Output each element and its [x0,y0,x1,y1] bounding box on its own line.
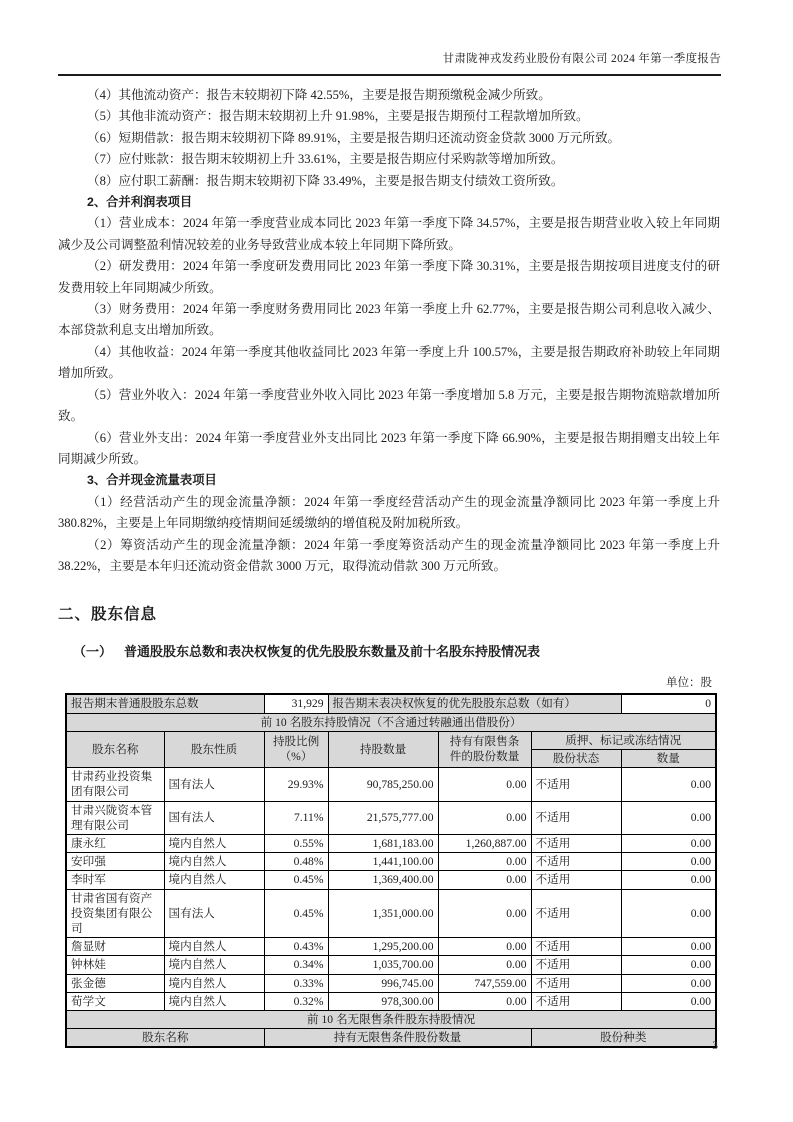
shareholder-name: 张金德 [66,974,164,992]
shareholder-name: 钟林娃 [66,956,164,974]
shares-held: 1,295,200.00 [328,938,438,956]
pledge-status: 不适用 [531,853,621,871]
holding-ratio: 29.93% [264,768,328,801]
paragraph-short-term-loans: （6）短期借款：报告期末较期初下降 89.91%，主要是报告期归还流动资金贷款 3000 万元所致。 [87,130,621,145]
header-holding-ratio-line2: （%） [279,750,313,764]
paragraph-other-current-assets: （4）其他流动资产：报告末较期初下降 42.55%，主要是报告期预缴税金减少所致。 [87,88,551,102]
ordinary-shareholder-total-label: 报告期末普通股股东总数 [66,694,264,713]
shares-held: 996,745.00 [328,974,438,992]
pledge-status: 不适用 [531,956,621,974]
shareholder-nature: 国有法人 [164,768,264,801]
section-heading-shareholder-info: 二、股东信息 [58,606,158,624]
shareholder-nature: 国有法人 [164,889,264,938]
pledge-qty: 0.00 [621,853,716,871]
shareholder-nature: 境内自然人 [164,956,264,974]
page-header [58,50,721,76]
holding-ratio: 0.33% [264,974,328,992]
ordinary-shareholder-total-value: 31,929 [264,694,328,713]
unrestricted-header-row [66,1029,716,1048]
shareholder-table [65,693,717,1048]
pledge-qty: 0.00 [621,938,716,956]
content-area [58,85,720,1048]
shareholder-row-7 [66,938,716,956]
shareholder-name: 李时军 [66,871,164,889]
shareholder-nature: 境内自然人 [164,853,264,871]
shareholder-name: 甘肃药业投资集团有限公司 [66,768,164,801]
paragraph-operating-cash-flow: （1）经营活动产生的现金流量净额：2024 年第一季度经营活动产生的现金流量净额同比 2023 年第一季度上升 380.82%，主要是上年同期缴纳疫情期间延缓缴纳的增值税及附加税所致。 [58,494,720,531]
unrestricted-header-type: 股份种类 [531,1029,716,1048]
unit-note: 单位：股 [666,677,712,690]
pledge-qty: 0.00 [621,801,716,834]
shareholder-nature: 境内自然人 [164,834,264,852]
restricted-shares: 0.00 [438,853,531,871]
holding-ratio: 0.55% [264,834,328,852]
pledge-status: 不适用 [531,768,621,801]
paragraph-accounts-payable: （7）应付账款：报告期末较期初上升 33.61%，主要是报告期应付采购款等增加所致。 [87,152,564,167]
header-pledge-group: 质押、标记或冻结情况 [531,731,716,749]
pledge-qty: 0.00 [621,768,716,801]
shares-held: 1,035,700.00 [328,956,438,974]
shareholder-nature: 境内自然人 [164,938,264,956]
unrestricted-title: 前 10 名无限售条件股东持股情况 [66,1011,716,1029]
restricted-shares: 747,559.00 [438,974,531,992]
restricted-shares: 0.00 [438,938,531,956]
holding-ratio: 0.48% [264,853,328,871]
shareholder-name: 甘肃省国有资产投资集团有限公司 [66,889,164,938]
shareholder-name: 詹显财 [66,938,164,956]
header-holding-ratio [264,731,328,767]
shareholder-row-2 [66,801,716,834]
shares-held: 90,785,250.00 [328,768,438,801]
restricted-shares: 0.00 [438,801,531,834]
pledge-status: 不适用 [531,834,621,852]
restricted-shares: 0.00 [438,889,531,938]
header-holding-ratio-line1: 持股比例 [272,735,320,749]
pledge-qty: 0.00 [621,889,716,938]
preferred-shareholder-total-value: 0 [621,694,716,713]
preferred-shareholder-total-label: 报告期末表决权恢复的优先股股东总数（如有） [328,694,621,713]
holding-ratio: 7.11% [264,801,328,834]
subheading-cash-flow: 3、合并现金流量表项目 [87,473,217,488]
header-shareholder-nature: 股东性质 [164,731,264,767]
shares-held: 1,441,100.00 [328,853,438,871]
shares-held: 978,300.00 [328,992,438,1010]
paragraph-finance-expense: （3）财务费用：2024 年第一季度财务费用同比 2023 年第一季度上升 62.77%，主要是报告期公司利息收入减少、本部贷款利息支出增加所致。 [58,302,720,338]
top10-title: 前 10 名股东持股情况（不含通过转融通出借股份） [66,713,716,731]
shareholder-nature: 国有法人 [164,801,264,834]
paragraph-rd-expense: （2）研发费用：2024 年第一季度研发费用同比 2023 年第一季度下降 30.31%，主要是报告期按项目进度支付的研发费用较上年同期减少所致。 [58,259,720,295]
shareholder-row-3 [66,834,716,852]
pledge-status: 不适用 [531,889,621,938]
holding-ratio: 0.45% [264,889,328,938]
shareholder-row-1 [66,768,716,801]
shareholder-nature: 境内自然人 [164,992,264,1010]
restricted-shares: 0.00 [438,992,531,1010]
shareholder-row-8 [66,956,716,974]
shareholder-row-10 [66,992,716,1010]
header-restricted-shares-line1: 持有有限售条 [449,735,520,749]
shareholder-name: 安印强 [66,853,164,871]
paragraph-operating-cost: （1）营业成本：2024 年第一季度营业成本同比 2023 年第一季度下降 34.57%，主要是报告期营业收入较上年同期减少及公司调整盈利情况较差的业务导致营业成本较上年同期下降所致。 [58,216,720,252]
shareholder-nature: 境内自然人 [164,974,264,992]
unrestricted-header-qty: 持有无限售条件股份数量 [264,1029,531,1048]
restricted-shares: 1,260,887.00 [438,834,531,852]
shares-held: 1,369,400.00 [328,871,438,889]
pledge-status: 不适用 [531,871,621,889]
subheading-income-statement: 2、合并利润表项目 [87,195,193,210]
report-title: 甘肃陇神戎发药业股份有限公司 2024 年第一季度报告 [442,53,721,65]
pledge-status: 不适用 [531,992,621,1010]
top10-title-row [66,713,716,731]
paragraph-nonoperating-income: （5）营业外收入：2024 年第一季度营业外收入同比 2023 年第一季度增加 5.8 万元，主要是报告期物流赔款增加所致。 [58,387,720,424]
shares-held: 1,681,183.00 [328,834,438,852]
unrestricted-header-name: 股东名称 [66,1029,264,1048]
restricted-shares: 0.00 [438,956,531,974]
paragraph-other-noncurrent-assets: （5）其他非流动资产：报告期末较期初上升 91.98%，主要是报告期预付工程款增加所致。 [87,109,589,124]
header-pledge-status: 股份状态 [531,749,621,767]
paragraph-other-income: （4）其他收益：2024 年第一季度其他收益同比 2023 年第一季度上升 100.57%，主要是报告期政府补助较上年同期增加所致。 [58,344,720,381]
subsection-title-text: 普通股股东总数和表决权恢复的优先股股东数量及前十名股东持股情况表 [124,644,541,660]
unrestricted-title-row [66,1011,716,1029]
subsection-number-label: （一） [73,644,113,660]
header-pledge-qty: 数量 [621,749,716,767]
pledge-qty: 0.00 [621,992,716,1010]
pledge-status: 不适用 [531,938,621,956]
restricted-shares: 0.00 [438,871,531,889]
holding-ratio: 0.45% [264,871,328,889]
pledge-status: 不适用 [531,801,621,834]
pledge-qty: 0.00 [621,956,716,974]
shareholder-row-9 [66,974,716,992]
subsection-heading-top10-table [73,641,720,660]
page-number: 3 [712,1040,718,1052]
shareholder-row-5 [66,871,716,889]
shareholder-nature: 境内自然人 [164,871,264,889]
holding-ratio: 0.43% [264,938,328,956]
shareholder-name: 荀学文 [66,992,164,1010]
paragraph-nonoperating-expense: （6）营业外支出：2024 年第一季度营业外支出同比 2023 年第一季度下降 66.90%，主要是报告期捐赠支出较上年同期减少所致。 [58,430,720,466]
pledge-qty: 0.00 [621,871,716,889]
shareholder-row-6 [66,889,716,938]
shareholder-name: 康永红 [66,834,164,852]
summary-row [66,694,716,713]
shareholder-name: 甘肃兴陇资本管理有限公司 [66,801,164,834]
header-restricted-shares-line2: 件的股份数量 [449,750,520,764]
restricted-shares: 0.00 [438,768,531,801]
paragraph-payroll-payable: （8）应付职工薪酬：报告期末较期初下降 33.49%，主要是报告期支付绩效工资所致。 [87,173,564,188]
pledge-qty: 0.00 [621,974,716,992]
header-shareholder-name: 股东名称 [66,731,164,767]
header-shares-held: 持股数量 [328,731,438,767]
header-restricted-shares [438,731,531,767]
column-header-row [66,731,716,749]
pledge-qty: 0.00 [621,834,716,852]
holding-ratio: 0.32% [264,992,328,1010]
shares-held: 1,351,000.00 [328,889,438,938]
shares-held: 21,575,777.00 [328,801,438,834]
paragraph-financing-cash-flow: （2）筹资活动产生的现金流量净额：2024 年第一季度筹资活动产生的现金流量净额同比 2023 年第一季度上升 38.22%，主要是本年归还流动资金借款 3000 万元，取得流动借款 300 万元所致。 [58,537,720,573]
shareholder-row-4 [66,853,716,871]
pledge-status: 不适用 [531,974,621,992]
holding-ratio: 0.34% [264,956,328,974]
